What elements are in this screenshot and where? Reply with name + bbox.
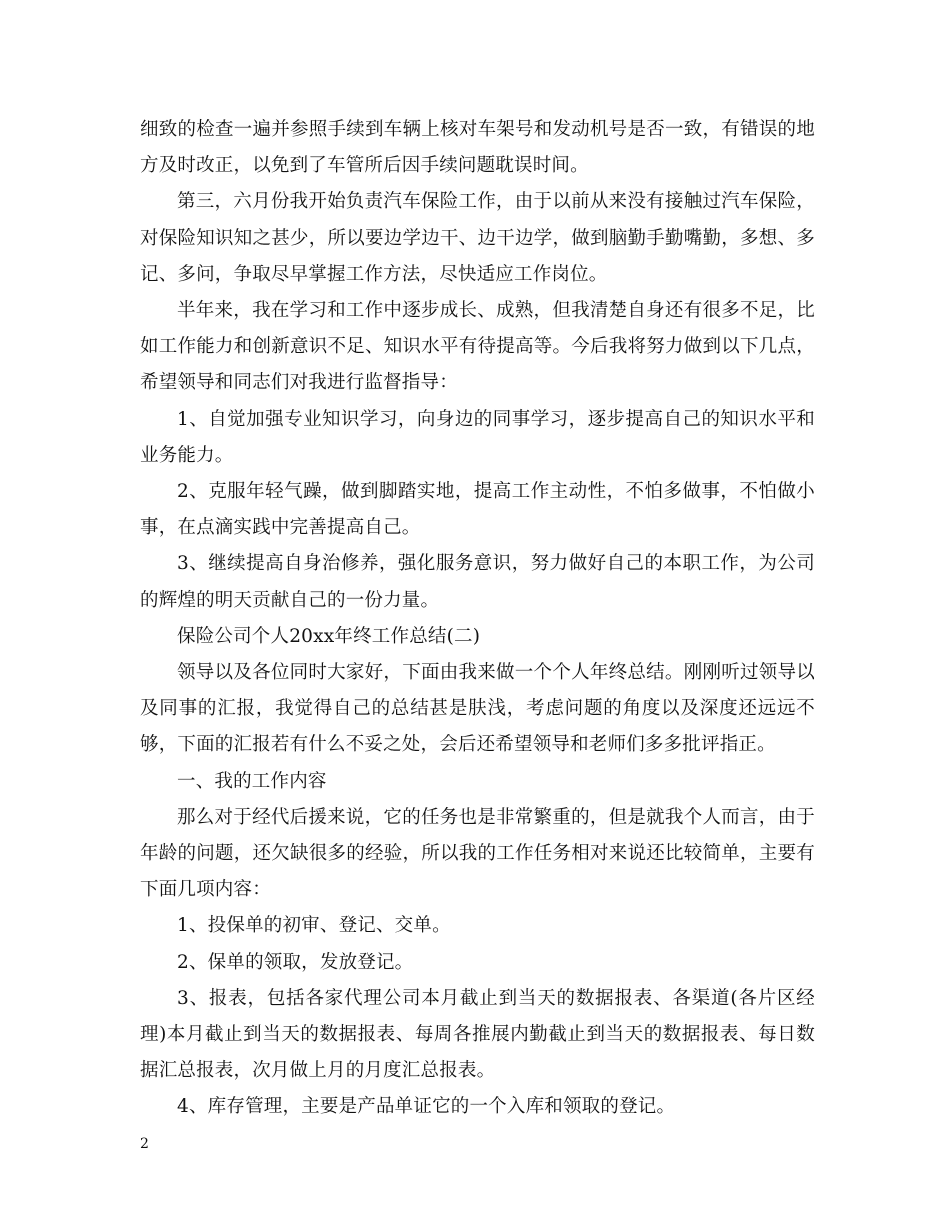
page-number: 2 — [140, 1136, 149, 1152]
section-title: 保险公司个人20xx年终工作总结(二) — [177, 625, 481, 647]
paragraph-4: 领导以及各位同时大家好，下面由我来做一个个人年终总结。刚刚听过领导以及同事的汇报，我觉得自己的总结甚是肤浅，考虑问题的角度以及深度还远远不够，下面的汇报若有什么不妥之处，会后还希望领导和老师们多多批评指正。 — [140, 662, 815, 756]
list-item-3: 3、继续提高自身治修养，强化服务意识，努力做好自己的本职工作，为公司的辉煌的明天贡献自己的一份力量。 — [140, 553, 815, 611]
list-item-4: 1、投保单的初审、登记、交单。 — [177, 915, 451, 937]
list-item-1: 1、自觉加强专业知识学习，向身边的同事学习，逐步提高自己的知识水平和业务能力。 — [140, 408, 815, 466]
paragraph-1: 细致的检查一遍并参照手续到车辆上核对车架号和发动机号是否一致，有错误的地方及时改正，以免到了车管所后因手续问题耽误时间。 — [140, 119, 815, 177]
paragraph-3: 半年来，我在学习和工作中逐步成长、成熟，但我清楚自身还有很多不足，比如工作能力和创新意识不足、知识水平有待提高等。今后我将努力做到以下几点，希望领导和同志们对我进行监督指导： — [140, 300, 815, 394]
paragraph-5: 那么对于经代后援来说，它的任务也是非常繁重的，但是就我个人而言，由于年龄的问题，还欠缺很多的经验，所以我的工作任务相对来说还比较简单，主要有下面几项内容： — [140, 806, 815, 901]
paragraph-2: 第三，六月份我开始负责汽车保险工作，由于以前从来没有接触过汽车保险，对保险知识知之甚少，所以要边学边干、边干边学，做到脑勤手勤嘴勤，多想、多记、多问，争取尽早掌握工作方法，尽快适应工作岗位。 — [140, 191, 815, 285]
list-item-7: 4、库存管理，主要是产品单证它的一个入库和领取的登记。 — [177, 1096, 676, 1118]
subsection-heading: 一、我的工作内容 — [177, 770, 327, 792]
list-item-5: 2、保单的领取，发放登记。 — [177, 951, 414, 973]
list-item-2: 2、克服年轻气躁，做到脚踏实地，提高工作主动性，不怕多做事，不怕做小事，在点滴实践中完善提高自己。 — [140, 481, 815, 539]
document-body — [140, 112, 815, 1126]
list-item-6: 3、报表，包括各家代理公司本月截止到当天的数据报表、各渠道(各片区经理)本月截止到当天的数据报表、每周各推展内勤截止到当天的数据报表、每日数据汇总报表，次月做上月的月度汇总报表。 — [140, 987, 815, 1082]
